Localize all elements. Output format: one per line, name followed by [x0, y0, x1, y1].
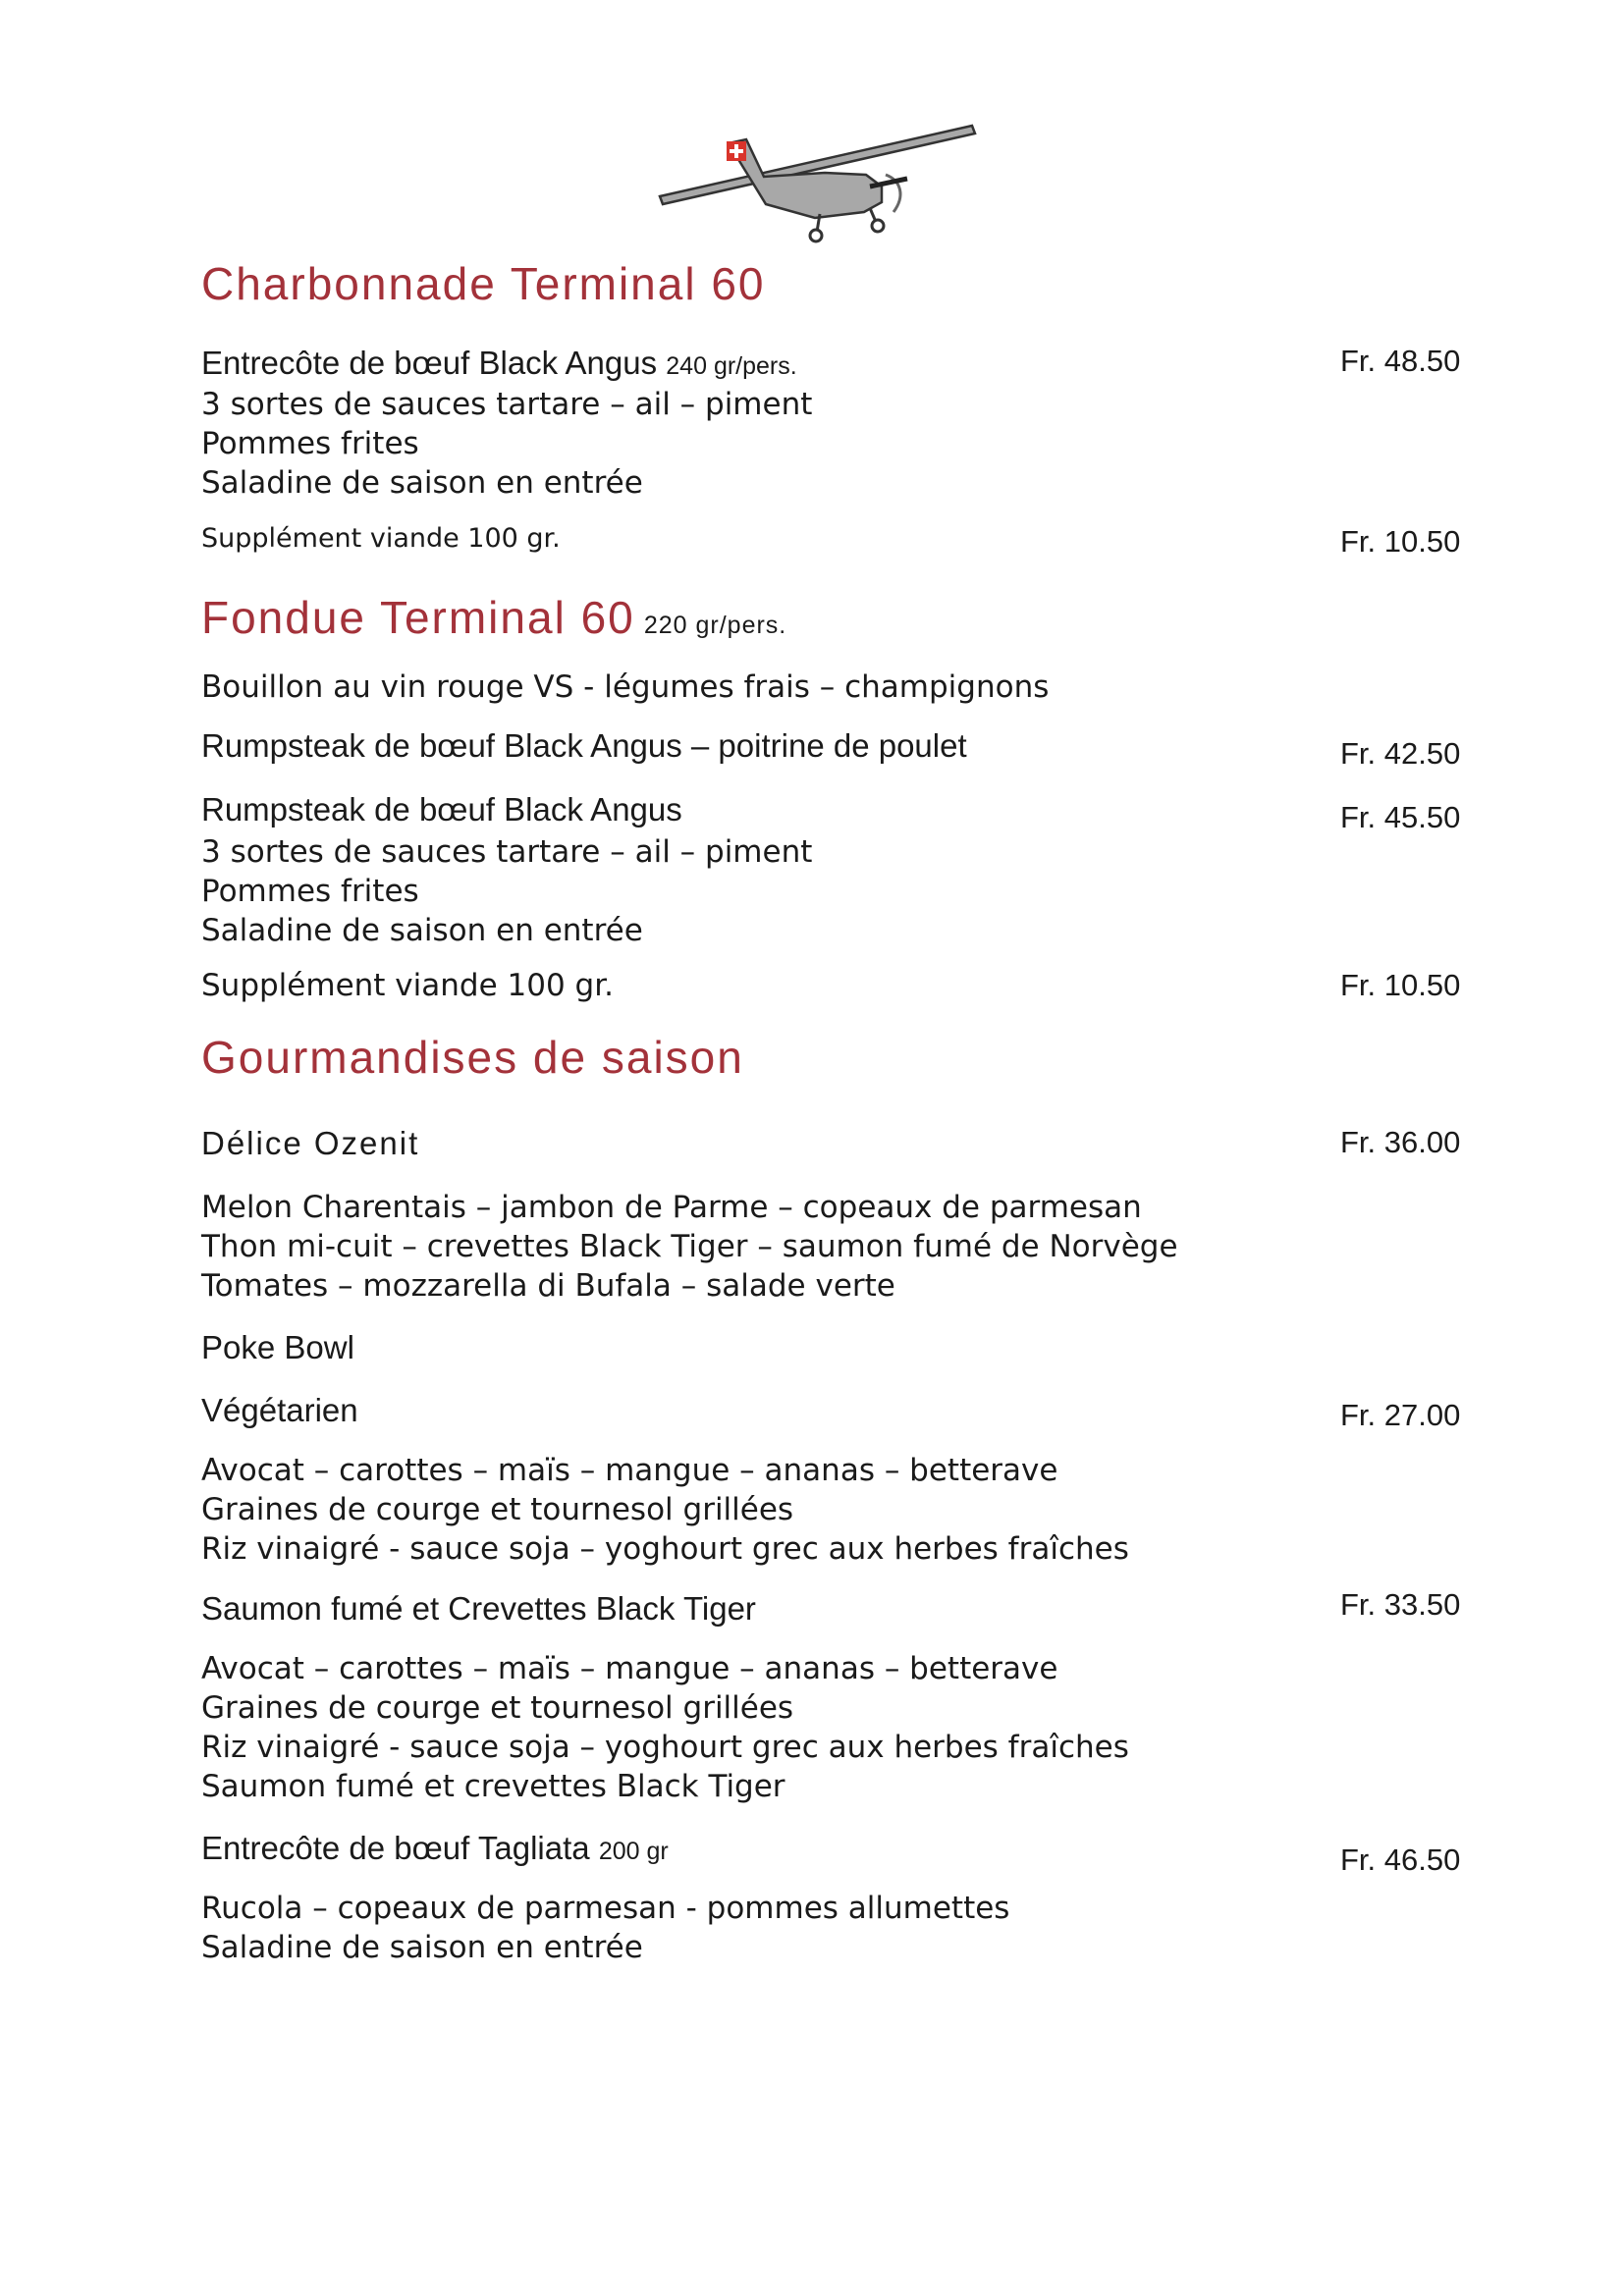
fondue-intro: Bouillon au vin rouge VS - légumes frais – champignons	[201, 669, 1050, 705]
item-name: Délice Ozenit	[201, 1125, 420, 1161]
item-desc-line: Saladine de saison en entrée	[201, 1930, 643, 1965]
item-desc-line: Saumon fumé et crevettes Black Tiger	[201, 1769, 785, 1804]
item-desc-line: Graines de courge et tournesol grillées	[201, 1690, 794, 1726]
item-name: Entrecôte de bœuf Black Angus	[201, 345, 658, 381]
item-price: Fr. 48.50	[1340, 344, 1461, 378]
item-desc-line: Avocat – carottes – maïs – mangue – ananas – betterave	[201, 1651, 1058, 1686]
airplane-icon	[648, 116, 982, 248]
item-desc-line: Tomates – mozzarella di Bufala – salade verte	[201, 1268, 895, 1304]
item-desc-line: Saladine de saison en entrée	[201, 465, 643, 501]
item-price: Fr. 42.50	[1340, 736, 1461, 771]
item-name: Rumpsteak de bœuf Black Angus	[201, 791, 682, 828]
section-title-fondue	[201, 591, 786, 644]
item-desc-line: 3 sortes de sauces tartare – ail – piment	[201, 834, 813, 870]
supplement-label: Supplément viande 100 gr.	[201, 968, 614, 1003]
item-desc-line: Avocat – carottes – maïs – mangue – ananas – betterave	[201, 1453, 1058, 1488]
supplement-price: Fr. 10.50	[1340, 968, 1461, 1002]
item-entrecote-charbonnade	[201, 345, 797, 382]
item-desc-line: Pommes frites	[201, 426, 419, 461]
item-desc-line: Riz vinaigré - sauce soja – yoghourt grec aux herbes fraîches	[201, 1531, 1129, 1567]
item-weight: 200 gr	[598, 1838, 669, 1865]
item-name: Saumon fumé et Crevettes Black Tiger	[201, 1590, 756, 1627]
item-desc-line: Melon Charentais – jambon de Parme – copeaux de parmesan	[201, 1190, 1142, 1225]
item-desc-line: 3 sortes de sauces tartare – ail – piment	[201, 387, 813, 422]
item-name: Rumpsteak de bœuf Black Angus – poitrine de poulet	[201, 727, 967, 764]
item-name-poke: Poke Bowl	[201, 1329, 354, 1365]
item-desc-line: Rucola – copeaux de parmesan - pommes allumettes	[201, 1891, 1010, 1926]
item-desc-line: Riz vinaigré - sauce soja – yoghourt grec aux herbes fraîches	[201, 1730, 1129, 1765]
item-desc-line: Thon mi-cuit – crevettes Black Tiger – saumon fumé de Norvège	[201, 1229, 1178, 1264]
item-price: Fr. 33.50	[1340, 1587, 1461, 1622]
item-desc-line: Graines de courge et tournesol grillées	[201, 1492, 794, 1527]
item-name: Entrecôte de bœuf Tagliata	[201, 1830, 590, 1866]
supplement-label: Supplément viande 100 gr.	[201, 523, 561, 554]
section-title-charbonnade: Charbonnade Terminal 60	[201, 258, 766, 309]
item-price: Fr. 27.00	[1340, 1398, 1461, 1432]
item-weight: 240 gr/pers.	[666, 352, 797, 380]
item-price: Fr. 46.50	[1340, 1842, 1461, 1877]
supplement-price: Fr. 10.50	[1340, 524, 1461, 559]
item-price: Fr. 45.50	[1340, 800, 1461, 834]
item-desc-line: Pommes frites	[201, 874, 419, 909]
section-title-weight: 220 gr/pers.	[643, 612, 787, 639]
item-desc-line: Saladine de saison en entrée	[201, 913, 643, 948]
item-name: Végétarien	[201, 1392, 358, 1428]
item-price: Fr. 36.00	[1340, 1125, 1461, 1159]
item-tagliata	[201, 1830, 669, 1867]
section-title-gourmandises: Gourmandises de saison	[201, 1032, 744, 1083]
section-title-text: Fondue Terminal 60	[201, 592, 635, 643]
